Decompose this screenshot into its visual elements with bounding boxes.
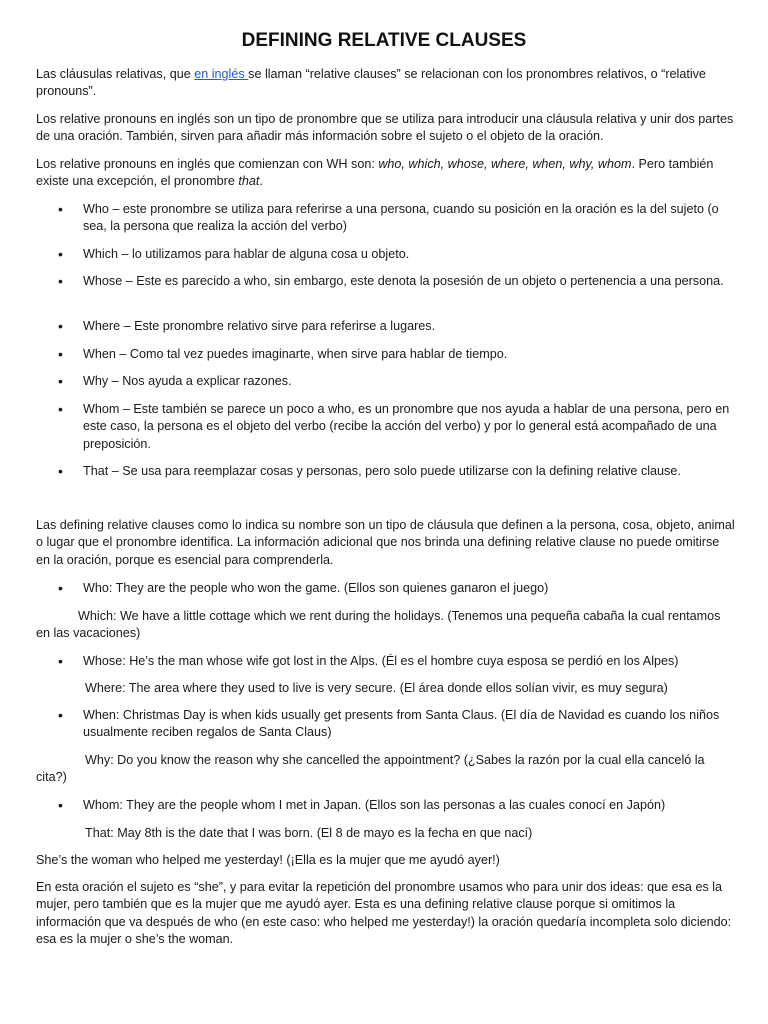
bullet-icon: • <box>58 707 63 723</box>
bullet-icon: • <box>58 201 63 217</box>
bullet-icon: • <box>58 463 63 479</box>
bullet-icon: • <box>58 373 63 389</box>
bullet-text: That – Se usa para reemplazar cosas y personas, pero solo puede utilizarse con la defining relative clause. <box>83 464 681 478</box>
bullet-icon: • <box>58 580 63 596</box>
page-title: DEFINING RELATIVE CLAUSES <box>241 30 527 51</box>
that-pronoun: that <box>238 174 260 189</box>
intro-text-end: se llaman “relative clauses” se relacionan con los pronombres relativos, o “relative pronouns”. <box>36 67 706 99</box>
paragraph-wh-pronouns <box>36 156 736 191</box>
wh-text-c: . Pero también existe una excepción, el pronombre <box>36 157 714 189</box>
example-which: Which: We have a little cottage which we rent during the holidays. (Tenemos una pequeña cabaña la cual rentamos en las vacaciones) <box>36 609 721 641</box>
bullet-text: Who – este pronombre se utiliza para referirse a una persona, cuando su posición en la oración es la del sujeto (o sea, la persona que realiza la acción del verbo) <box>83 202 719 234</box>
paragraph-explanation: En esta oración el sujeto es “she”, y para evitar la repetición del pronombre usamos who para unir dos ideas: que esa es la mujer, pero también que es la mujer que me ayudó ayer. Esta es una defining relative clause porque si omitimos la información que va después de who (en este caso: who helped me yesterday!) la oración quedaría incompleta solo diciendo: esa es la mujer o she’s the woman. <box>36 880 732 947</box>
bullet-icon: • <box>58 346 63 362</box>
bullet-text: Whom – Este también se parece un poco a who, es un pronombre que nos ayuda a hablar de una persona, pero en este caso, la persona es el objeto del verbo (recibe la acción del verbo) y por lo general está acompañado de una preposición. <box>83 402 730 451</box>
intro-paragraph <box>36 66 736 101</box>
example-that: That: May 8th is the date that I was born. (El 8 de mayo es la fecha en que nací) <box>85 826 533 840</box>
bullet-text: Why – Nos ayuda a explicar razones. <box>83 374 292 388</box>
bullet-text: Whose – Este es parecido a who, sin embargo, este denota la posesión de un objeto o pertenencia a una persona. <box>83 274 724 288</box>
bullet-icon: • <box>58 246 63 262</box>
paragraph-relative-pronouns: Los relative pronouns en inglés son un tipo de pronombre que se utiliza para introducir una cláusula relativa y unir dos partes de una oración. También, sirven para añadir más información sobre el sujeto o el objeto de la oración. <box>36 112 734 144</box>
bullet-icon: • <box>58 797 63 813</box>
example-text: Whose: He’s the man whose wife got lost in the Alps. (Él es el hombre cuya esposa se perdió en los Alpes) <box>83 654 679 668</box>
example-where: Where: The area where they used to live is very secure. (El área donde ellos solían vivir, es muy segura) <box>85 681 668 695</box>
intro-text-start: Las cláusulas relativas, que <box>36 67 195 81</box>
en-ingles-link[interactable]: en inglés <box>194 67 249 81</box>
example-text: Who: They are the people who won the game. (Ellos son quienes ganaron el juego) <box>83 581 549 595</box>
example-text: Whom: They are the people whom I met in Japan. (Ellos son las personas a las cuales conocí en Japón) <box>83 798 666 812</box>
bullet-text: When – Como tal vez puedes imaginarte, when sirve para hablar de tiempo. <box>83 347 508 361</box>
bullet-text: Where – Este pronombre relativo sirve para referirse a lugares. <box>83 319 436 333</box>
wh-text-e: . <box>259 174 263 189</box>
example-text: When: Christmas Day is when kids usually get presents from Santa Claus. (El día de Navidad es cuando los niños usualmente reciben regalos de Santa Claus) <box>83 708 720 740</box>
bullet-icon: • <box>58 318 63 334</box>
bullet-icon: • <box>58 401 63 417</box>
wh-text-a: Los relative pronouns en inglés que comienzan con WH son: <box>36 157 379 171</box>
bullet-icon: • <box>58 653 63 669</box>
wh-pronoun-list: who, which, whose, where, when, why, whom <box>378 157 632 171</box>
example-sentence: She’s the woman who helped me yesterday! (¡Ella es la mujer que me ayudó ayer!) <box>36 853 500 867</box>
bullet-text: Which – lo utilizamos para hablar de alguna cosa u objeto. <box>83 247 410 261</box>
bullet-icon: • <box>58 273 63 289</box>
example-why: Why: Do you know the reason why she cancelled the appointment? (¿Sabes la razón por la cual ella canceló la cita?) <box>36 753 705 785</box>
paragraph-defining-clauses: Las defining relative clauses como lo indica su nombre son un tipo de cláusula que definen a la persona, cosa, objeto, animal o lugar que el pronombre identifica. La información adicional que nos brinda una defining relative clause no puede omitirse en la oración, porque es esencial para comprenderla. <box>36 518 735 567</box>
